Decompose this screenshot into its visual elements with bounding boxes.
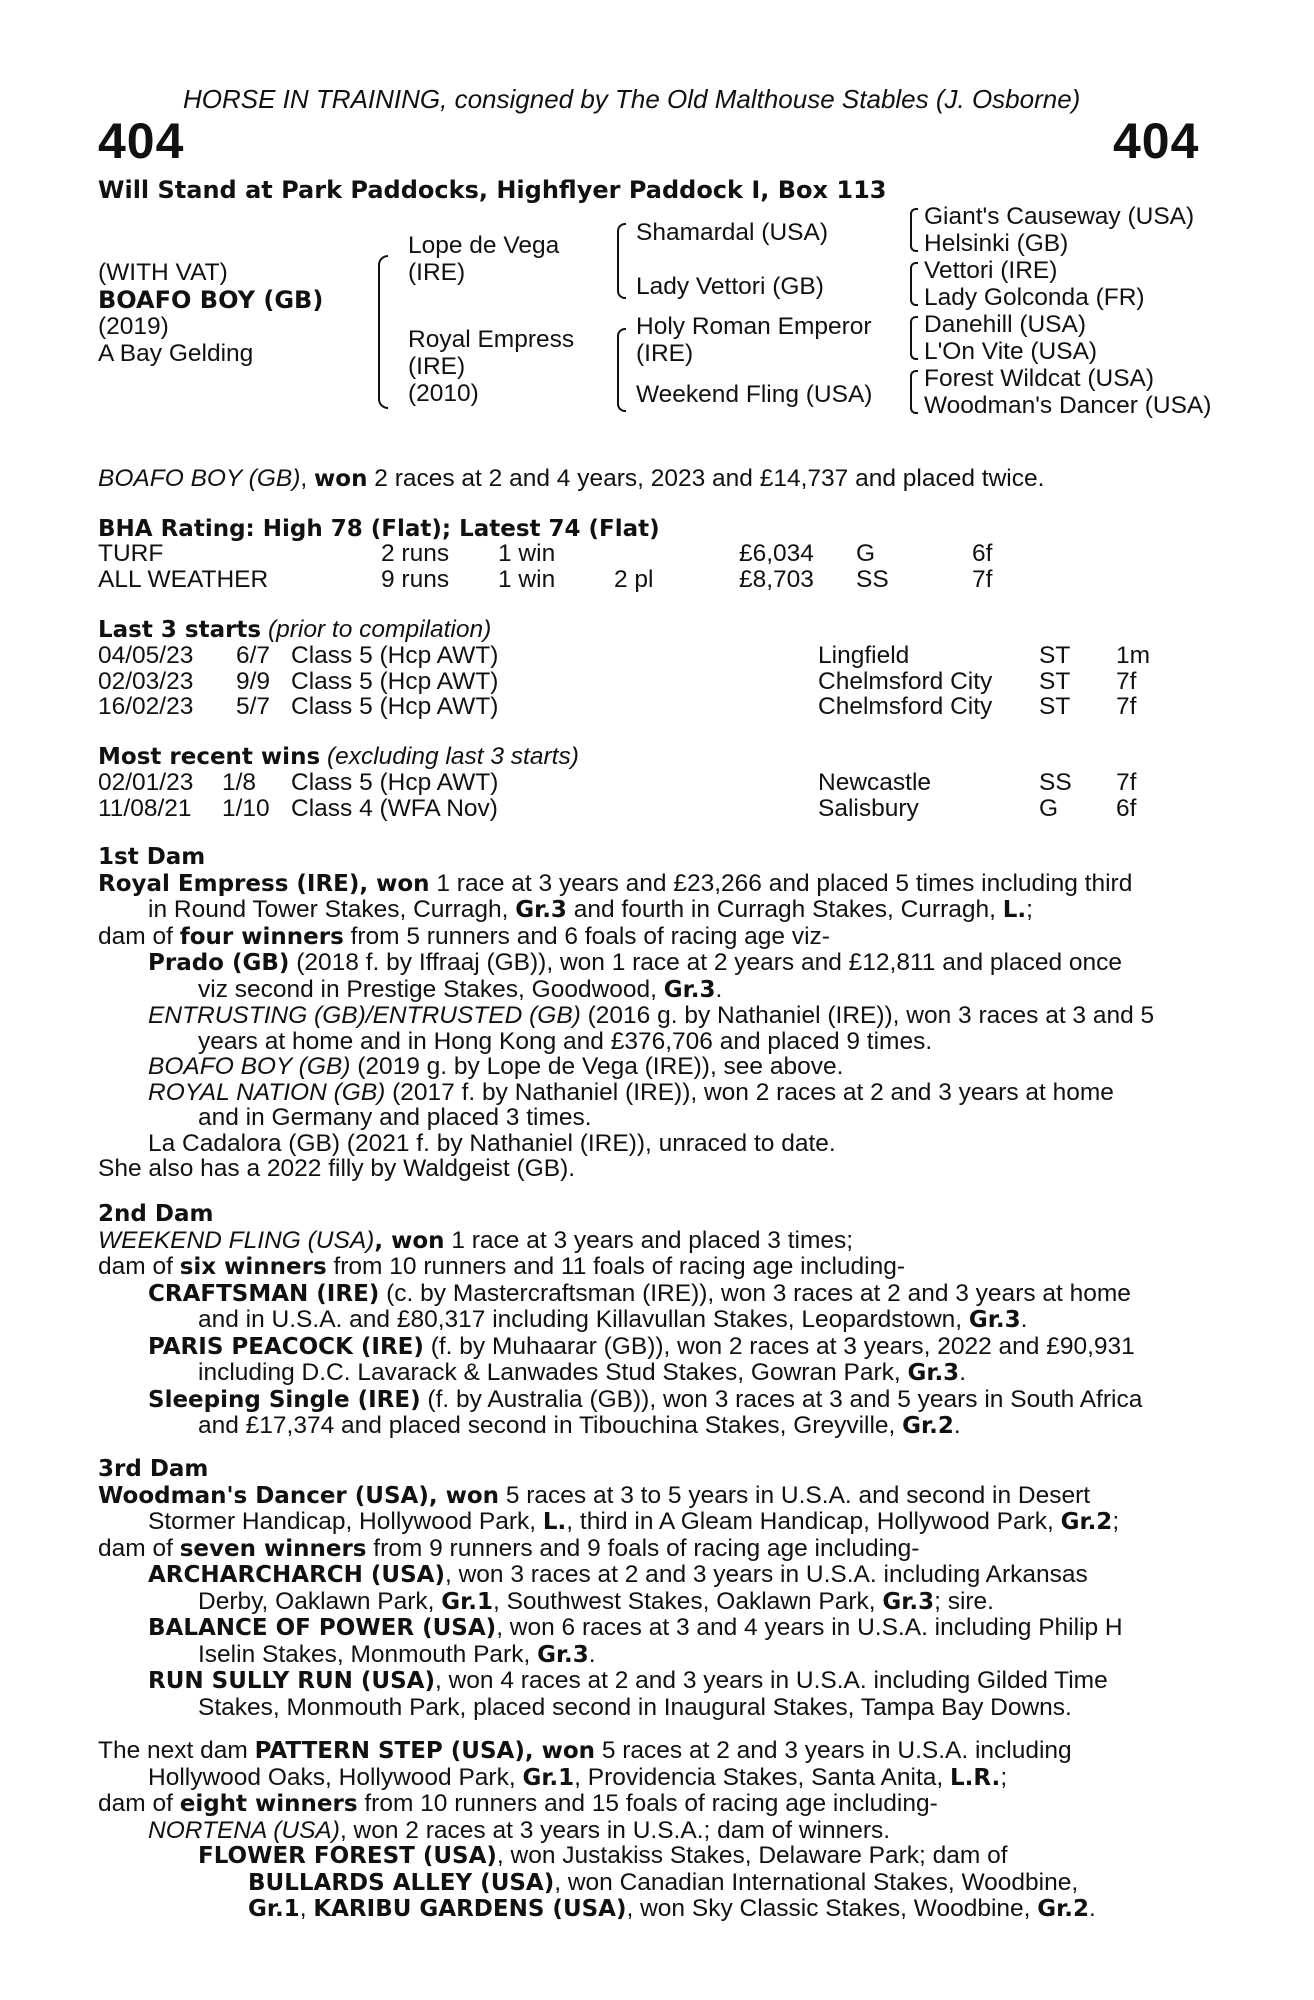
lot-number-right: 404 [1113,113,1200,169]
next-dam-line2: Hollywood Oaks, Hollywood Park, [148,1763,523,1791]
race-summary [98,466,1044,493]
second-dam-text: 1 race at 3 years and placed 3 times; [444,1226,854,1254]
rating-row-prize: £6,034 [739,540,814,567]
rating-row-placed: 2 pl [614,565,654,593]
grade-badge: Gr.2 [1037,1896,1089,1922]
archarcharch-text: , won 3 races at 2 and 3 years in U.S.A. including Arkansas [445,1561,1088,1588]
third-dam-line3c: from 9 runners and 9 foals of racing age including- [366,1534,920,1562]
gen3-sdd: Lady Golconda (FR) [924,284,1145,311]
recent-row-course: Salisbury [818,794,919,822]
third-dam-line2c: ; [1112,1508,1120,1535]
last3-row-course: Chelmsford City [818,667,993,695]
royal-nation-text: (2017 f. by Nathaniel (IRE)), won 2 races at 2 and 3 years at home [385,1078,1114,1106]
third-dam-text: 5 races at 3 to 5 years in U.S.A. and second in Desert [499,1481,1091,1509]
recent-row-dist: 7f [1116,769,1137,796]
sire-sire: Shamardal (USA) [636,219,828,246]
rating-row-wins: 1 win [498,565,556,593]
grade-badge: Gr.1 [248,1896,300,1922]
rating-row-going: G [856,540,876,567]
first-dam-line3c: from 5 runners and 6 foals of racing age viz- [343,922,830,950]
first-dam-line2: in Round Tower Stakes, Curragh, [148,896,516,923]
craftsman-end: . [1020,1306,1028,1333]
sleeping-single-name: Sleeping Single (IRE) [148,1386,421,1413]
last3-title: Last 3 starts [98,617,262,643]
third-dam-line2: Stormer Handicap, Hollywood Park, [148,1508,543,1535]
recent-row-going: G [1039,794,1059,822]
last3-row-race: Class 5 (Hcp AWT) [291,642,499,669]
second-dam-winners: six winners [179,1254,327,1280]
karibu-gardens-name: KARIBU GARDENS (USA) [313,1896,627,1922]
bullards-alley-text: , won Canadian International Stakes, Woodbine, [554,1868,1079,1896]
balance-of-power-text: , won 6 races at 3 and 4 years in U.S.A. including Philip H [496,1614,1123,1641]
grade-badge: Gr.3 [663,976,716,1003]
gen3-dds: Forest Wildcat (USA) [924,365,1155,392]
brace-main [378,255,388,409]
rating-row-going: SS [856,565,889,593]
sire-dam: Lady Vettori (GB) [636,273,824,300]
dam-sire: Holy Roman Emperor [636,313,872,340]
first-dam-name: Royal Empress (IRE) [98,870,360,897]
sep: , [299,1895,314,1922]
first-dam-won: , won [359,870,430,897]
run-sully-run-name: RUN SULLY RUN (USA) [148,1668,435,1694]
recent-row-race: Class 4 (WFA Nov) [291,794,498,822]
last3-row-race: Class 5 (Hcp AWT) [291,667,499,695]
sleeping-single-text-2: and £17,374 and placed second in Tibouchina Stakes, Greyville, [198,1412,903,1439]
lot-number-left: 404 [98,113,185,169]
last3-row-date: 16/02/23 [98,693,194,720]
first-dam-line2b: and fourth in Curragh Stakes, Curragh, [566,896,1003,923]
sire-name: Lope de Vega [408,232,560,259]
horse-name: BOAFO BOY (GB) [98,286,324,314]
horse-year: (2019) [98,313,169,340]
karibu-gardens-text: , won Sky Classic Stakes, Woodbine, [626,1895,1038,1922]
first-dam-section [98,845,1208,1182]
rating-row-runs: 2 runs [381,540,450,567]
brace-dd [910,370,918,414]
second-dam-name: WEEKEND FLING (USA) [98,1226,375,1254]
grade-badge: Gr.1 [441,1588,493,1615]
run-sully-run-text: , won 4 races at 2 and 3 years in U.S.A. including Gilded Time [434,1667,1108,1694]
royal-nation-name: ROYAL NATION (GB) [148,1078,386,1106]
next-dam-line2c: ; [1000,1763,1008,1791]
grade-badge: Gr.3 [907,1360,960,1386]
rating-row-dist: 7f [972,565,993,593]
entrusting-text: (2016 g. by Nathaniel (IRE)), won 3 races at 3 and 5 [580,1002,1155,1029]
boafo-name: BOAFO BOY (GB) [148,1053,351,1080]
boafo-text: (2019 g. by Lope de Vega (IRE)), see above. [350,1053,844,1080]
last3-row-dist: 7f [1116,667,1137,695]
craftsman-text: (c. by Mastercraftsman (IRE)), won 3 races at 2 and 3 years at home [379,1279,1131,1307]
last3-note: (prior to compilation) [267,616,492,643]
rating-row-prize: £8,703 [739,565,814,593]
last3-row-going: ST [1039,642,1071,669]
grade-badge: Gr.1 [522,1764,575,1791]
grade-badge: Gr.3 [968,1307,1021,1333]
entrusting-name: ENTRUSTING (GB)/ENTRUSTED (GB) [148,1002,581,1029]
last3-row-pos: 9/9 [236,667,271,695]
balance-of-power-text-2: Iselin Stakes, Monmouth Park, [198,1640,538,1668]
summary-horse-name: BOAFO BOY (GB) [98,465,301,492]
last3-row-pos: 6/7 [236,642,271,669]
third-dam-line3: dam of [98,1534,180,1562]
recent-title: Most recent wins [98,744,321,770]
third-dam-won: , won [428,1482,500,1509]
first-dam-title: 1st Dam [98,844,206,870]
rating-row-runs: 9 runs [381,565,450,593]
vat-note: (WITH VAT) [98,259,228,286]
recent-row-course: Newcastle [818,769,932,796]
next-dam-text: 5 races at 2 and 3 years in U.S.A. including [595,1737,1072,1764]
next-dam-name: PATTERN STEP (USA) [254,1738,525,1764]
listed-badge: L. [542,1509,567,1535]
next-dam-section [98,1738,1208,1923]
sleeping-single-end: . [953,1412,961,1439]
recent-row-pos: 1/8 [222,769,257,796]
paris-peacock-name: PARIS PEACOCK (IRE) [148,1333,424,1360]
brace-ds [910,316,918,360]
next-dam-line3c: from 10 runners and 15 foals of racing age including- [357,1790,938,1817]
last3-row-course: Lingfield [818,642,910,669]
brace-dam [617,328,626,412]
summary-text: 2 races at 2 and 4 years, 2023 and £14,737 and placed twice. [374,465,1045,492]
recent-row-going: SS [1039,769,1072,796]
nortena-text: , won 2 races at 3 years in U.S.A.; dam of winners. [339,1816,891,1844]
third-dam-title: 3rd Dam [98,1456,209,1482]
dam-year: (2010) [408,380,479,407]
recent-row-dist: 6f [1116,794,1137,822]
last3-row-going: ST [1039,667,1071,695]
second-dam-won: , won [374,1227,445,1254]
balance-of-power-name: BALANCE OF POWER (USA) [148,1615,497,1641]
dam-name: Royal Empress [408,326,575,353]
gen3-sss: Giant's Causeway (USA) [924,203,1195,230]
last3-row-date: 02/03/23 [98,667,194,695]
first-dam-line2c: ; [1026,896,1033,923]
last3-row-dist: 7f [1116,693,1137,720]
paris-peacock-text: (f. by Muhaarar (GB)), won 2 races at 3 years, 2022 and £90,931 [423,1332,1135,1360]
gen3-ddd: Woodman's Dancer (USA) [924,392,1212,419]
rating-row-surface: TURF [98,540,164,567]
karibu-gardens-end: . [1088,1895,1096,1922]
horse-description: A Bay Gelding [98,340,254,367]
rating-row-dist: 6f [972,540,993,567]
recent-row-date: 11/08/21 [98,794,192,822]
brace-sd [910,262,918,306]
stand-location: Will Stand at Park Paddocks, Highflyer Paddock I, Box 113 [98,176,887,204]
sire-country: (IRE) [408,259,466,286]
first-dam-line3: dam of [98,922,180,950]
recent-row-race: Class 5 (Hcp AWT) [291,769,499,796]
third-dam-line2b: , third in A Gleam Handicap, Hollywood Park, [566,1508,1061,1535]
archarcharch-text-2: Derby, Oaklawn Park, [198,1587,442,1615]
second-dam-title: 2nd Dam [98,1201,214,1227]
recent-row-date: 02/01/23 [98,769,194,796]
last3-row-date: 04/05/23 [98,642,194,669]
next-dam-intro: The next dam [98,1737,255,1764]
archarcharch-text-2c: ; sire. [934,1587,994,1615]
third-dam-section [98,1457,1208,1720]
summary-won: won [314,466,368,492]
listed-badge: L.R. [950,1764,1001,1791]
second-dam-section [98,1202,1208,1440]
royal-nation-text-2: and in Germany and placed 3 times. [198,1104,592,1131]
brace-ss [910,208,918,252]
first-dam-text: 1 race at 3 years and £23,266 and placed 5 times including third [429,869,1133,897]
sleeping-single-text: (f. by Australia (GB)), won 3 races at 3 and 5 years in South Africa [420,1385,1143,1413]
consignment-line: HORSE IN TRAINING, consigned by The Old Malthouse Stables (J. Osborne) [183,84,1081,114]
bullards-alley-name: BULLARDS ALLEY (USA) [248,1869,555,1896]
next-dam-winners: eight winners [179,1791,358,1817]
grade-badge: Gr.2 [1060,1509,1113,1535]
craftsman-name: CRAFTSMAN (IRE) [148,1280,380,1307]
third-dam-winners: seven winners [179,1535,367,1562]
grade-badge: Gr.3 [537,1641,589,1668]
last3-row-course: Chelmsford City [818,693,993,720]
grade-badge: Gr.2 [902,1413,954,1439]
paris-peacock-end: . [959,1359,966,1386]
flower-forest-name: FLOWER FOREST (USA) [198,1843,497,1869]
recent-note: (excluding last 3 starts) [326,743,579,770]
recent-heading [98,744,579,771]
rating-row-wins: 1 win [498,540,556,567]
grade-badge: Gr.3 [515,897,567,923]
prado-name: Prado (GB) [148,950,290,976]
last3-row-race: Class 5 (Hcp AWT) [291,693,499,720]
paris-peacock-text-2: including D.C. Lavarack & Lanwades Stud Stakes, Gowran Park, [198,1359,908,1386]
next-dam-line2b: , Providencia Stakes, Santa Anita, [574,1763,951,1791]
last3-heading [98,617,491,644]
la-cadalora-line: La Cadalora (GB) (2021 f. by Nathaniel (IRE)), unraced to date. [148,1129,836,1157]
first-dam-winners: four winners [179,923,344,950]
nortena-name: NORTENA (USA) [148,1816,340,1844]
archarcharch-text-2b: , Southwest Stakes, Oaklawn Park, [492,1587,883,1615]
gen3-sds: Vettori (IRE) [924,257,1058,284]
run-sully-run-text-2: Stakes, Monmouth Park, placed second in Inaugural Stakes, Tampa Bay Downs. [198,1693,1072,1721]
dam-dam: Weekend Fling (USA) [636,381,873,408]
prado-text-2: viz second in Prestige Stakes, Goodwood, [198,975,664,1003]
grade-badge: Gr.3 [882,1588,935,1615]
rating-row-surface: ALL WEATHER [98,565,269,593]
next-dam-line3: dam of [98,1790,180,1817]
brace-sire [617,223,626,299]
last3-row-pos: 5/7 [236,693,271,720]
archarcharch-name: ARCHARCHARCH (USA) [148,1562,445,1588]
prado-text: (2018 f. by Iffraaj (GB)), won 1 race at 2 years and £12,811 and placed once [289,949,1123,976]
bha-rating-title: BHA Rating: High 78 (Flat); Latest 74 (Flat) [98,516,660,542]
third-dam-name: Woodman's Dancer (USA) [98,1482,429,1509]
second-dam-line2: dam of [98,1253,180,1280]
prado-end: . [715,975,723,1003]
summary-sep: , [300,465,308,492]
balance-of-power-end: . [588,1640,596,1668]
entrusting-text-2: years at home and in Hong Kong and £376,706 and placed 9 times. [198,1027,933,1055]
filly-note: She also has a 2022 filly by Waldgeist (GB). [98,1155,576,1182]
next-dam-won: , won [524,1738,596,1764]
last3-row-going: ST [1039,693,1071,720]
gen3-dss: Danehill (USA) [924,311,1087,338]
gen3-ssd: Helsinki (GB) [924,230,1069,257]
second-dam-line2c: from 10 runners and 11 foals of racing age including- [326,1253,906,1280]
gen3-dsd: L'On Vite (USA) [924,338,1098,365]
flower-forest-text: , won Justakiss Stakes, Delaware Park; dam of [496,1842,1008,1869]
recent-row-pos: 1/10 [222,794,270,822]
last3-row-dist: 1m [1116,642,1151,669]
craftsman-text-2: and in U.S.A. and £80,317 including Killavullan Stakes, Leopardstown, [198,1306,969,1333]
listed-badge: L. [1002,897,1027,923]
dam-sire-country: (IRE) [636,340,694,367]
dam-country: (IRE) [408,353,466,380]
